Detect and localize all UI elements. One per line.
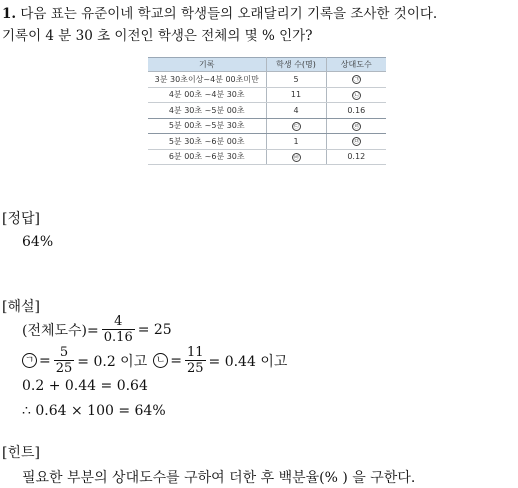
numerator: 5 [59,345,69,360]
count-cell [266,149,326,165]
circled-mark: ㉣ [353,122,360,130]
count-cell [266,118,326,134]
question-number: 1. [2,6,17,22]
circled-mark: ㉥ [292,153,299,161]
question-line-1 [2,2,437,22]
equals-sign: = [39,352,51,369]
denominator: 25 [186,361,204,376]
denominator: 0.16 [103,330,133,345]
record-table [148,57,386,165]
count-cell: 11 [266,87,326,103]
fraction [102,314,135,345]
question-text-1: 다음 표는 유준이네 학교의 학생들의 오래달리기 기록을 조사한 것이다. [20,6,438,22]
relative-cell: 0.16 [326,103,386,119]
solution-line-1 [22,314,172,345]
solution-line-4: ∴ 0.64 × 100 = 64% [22,403,166,419]
header-count: 학생 수(명) [266,58,326,72]
denominator: 25 [55,361,73,376]
circled-mark: ㄱ [22,353,37,368]
table-row [148,149,386,165]
table-row [148,72,386,88]
solution-label: [해설] [2,299,40,315]
relative-cell [326,72,386,88]
count-cell: 4 [266,103,326,119]
circled-mark: ㉡ [353,91,360,99]
record-cell: 5분 30초 ~6분 00초 [148,134,266,150]
record-cell: 5분 00초 ~5분 30초 [148,118,266,134]
relative-cell [326,134,386,150]
header-record: 기록 [148,58,266,72]
solution-line-3: 0.2 + 0.44 = 0.64 [22,378,148,394]
equals-sign: = [170,352,182,369]
numerator: 4 [114,314,123,329]
table-row [148,87,386,103]
fraction [54,345,75,376]
hint-label: [힌트] [2,445,40,461]
circled-mark: ㉠ [353,76,360,84]
record-cell: 6분 00초 ~6분 30초 [148,149,266,165]
circled-mark: ㉢ [292,122,299,130]
answer-value: 64% [22,234,54,250]
relative-cell: 0.12 [326,149,386,165]
result: = 25 [137,321,172,338]
result: = 0.44 이고 [208,353,288,370]
result: = 0.2 이고 [77,353,148,370]
relative-cell [326,118,386,134]
fraction [185,345,206,376]
record-cell: 4분 30초 ~5분 00초 [148,103,266,119]
circled-mark: ㄴ [153,353,168,368]
hint-text: 필요한 부분의 상대도수를 구하여 더한 후 백분율(% ) 을 구한다. [22,470,416,486]
count-cell: 1 [266,134,326,150]
circled-mark: ㉤ [353,138,360,146]
answer-label: [정답] [2,211,40,227]
table-row [148,134,386,150]
numerator: 11 [186,345,204,360]
header-relative-frequency: 상대도수 [326,58,386,72]
table-row [148,103,386,119]
record-cell: 3분 30초이상~4분 00초미만 [148,72,266,88]
total-frequency-label: (전체도수)= [22,322,99,339]
count-cell: 5 [266,72,326,88]
solution-line-2 [22,345,287,376]
question-text-2: 기록이 4 분 30 초 이전인 학생은 전체의 몇 % 인가? [2,28,313,44]
table-row [148,118,386,134]
record-cell: 4분 00초 ~4분 30초 [148,87,266,103]
relative-cell [326,87,386,103]
